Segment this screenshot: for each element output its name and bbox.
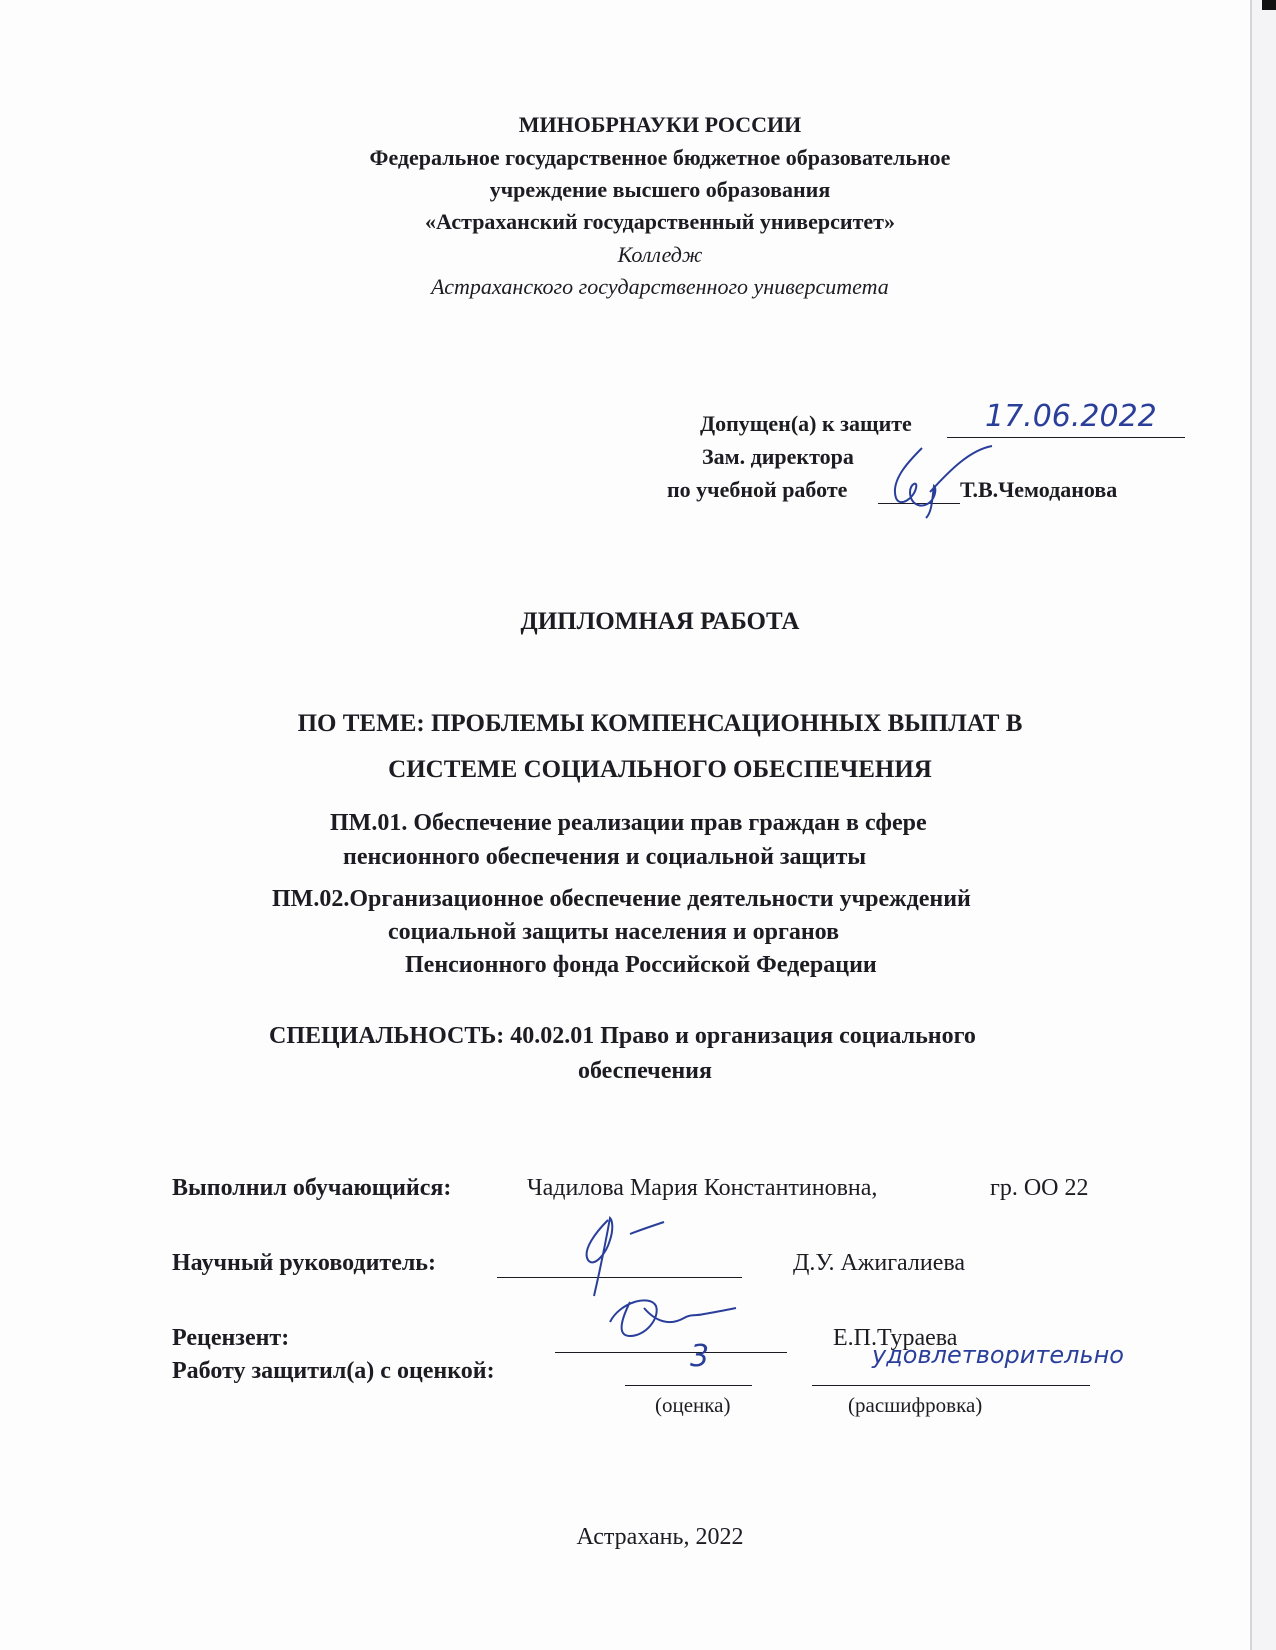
deputy-label: Зам. директора [702,444,854,469]
theme-line-2: СИСТЕМЕ СОЦИАЛЬНОГО ОБЕСПЕЧЕНИЯ [388,756,932,783]
reviewer-signature [600,1288,740,1348]
student-group: гр. ОО 22 [990,1175,1089,1201]
work-label: по учебной работе [667,477,848,502]
student-label: Выполнил обучающийся: [172,1175,452,1201]
deputy-name: Т.В.Чемоданова [960,477,1118,502]
grade-label: Работу защитил(а) с оценкой: [172,1358,495,1384]
theme-line-1: ПО ТЕМЕ: ПРОБЛЕМЫ КОМПЕНСАЦИОННЫХ ВЫПЛАТ В [297,710,1023,737]
specialty-line-1: СПЕЦИАЛЬНОСТЬ: 40.02.01 Право и организация социального [269,1023,976,1049]
scan-corner-mark [1262,0,1276,10]
institution-line-1: Федеральное государственное бюджетное образовательное [369,145,951,170]
student-name: Чадилова Мария Константиновна, [527,1175,878,1201]
college-line-2: Астраханского государственного университета [431,274,889,299]
supervisor-label: Научный руководитель: [172,1250,436,1276]
city-year: Астрахань, 2022 [576,1524,744,1550]
pm1-line-1: ПМ.01. Обеспечение реализации прав граждан в сфере [330,810,927,836]
college-line-1: Колледж [617,242,703,267]
university-name: «Астраханский государственный университет» [425,209,895,234]
grade-text-handwritten: удовлетворительно [872,1341,1124,1369]
grade-caption: (оценка) [655,1393,731,1417]
grade-value-line [625,1357,752,1386]
pm2-line-2: социальной защиты населения и органов [388,919,840,945]
page-edge [1250,0,1276,1650]
admitted-label: Допущен(а) к защите [700,411,912,436]
institution-line-2: учреждение высшего образования [489,177,831,202]
admitted-date-handwritten: 17.06.2022 [985,399,1157,434]
ministry-line: МИНОБРНАУКИ РОССИИ [518,112,802,137]
reviewer-name: Е.П.Тураева [833,1325,958,1351]
reviewer-label: Рецензент: [172,1325,290,1351]
supervisor-signature [560,1210,680,1300]
pm2-line-3: Пенсионного фонда Российской Федерации [405,952,877,978]
supervisor-name: Д.У. Ажигалиева [793,1250,966,1276]
pm1-line-2: пенсионного обеспечения и социальной защиты [343,844,867,870]
pm2-line-1: ПМ.02.Организационное обеспечение деятельности учреждений [272,886,971,912]
decode-caption: (расшифровка) [848,1393,983,1417]
document-type: ДИПЛОМНАЯ РАБОТА [520,608,800,635]
grade-value-handwritten: 3 [690,1339,710,1374]
specialty-line-2: обеспечения [578,1058,712,1084]
